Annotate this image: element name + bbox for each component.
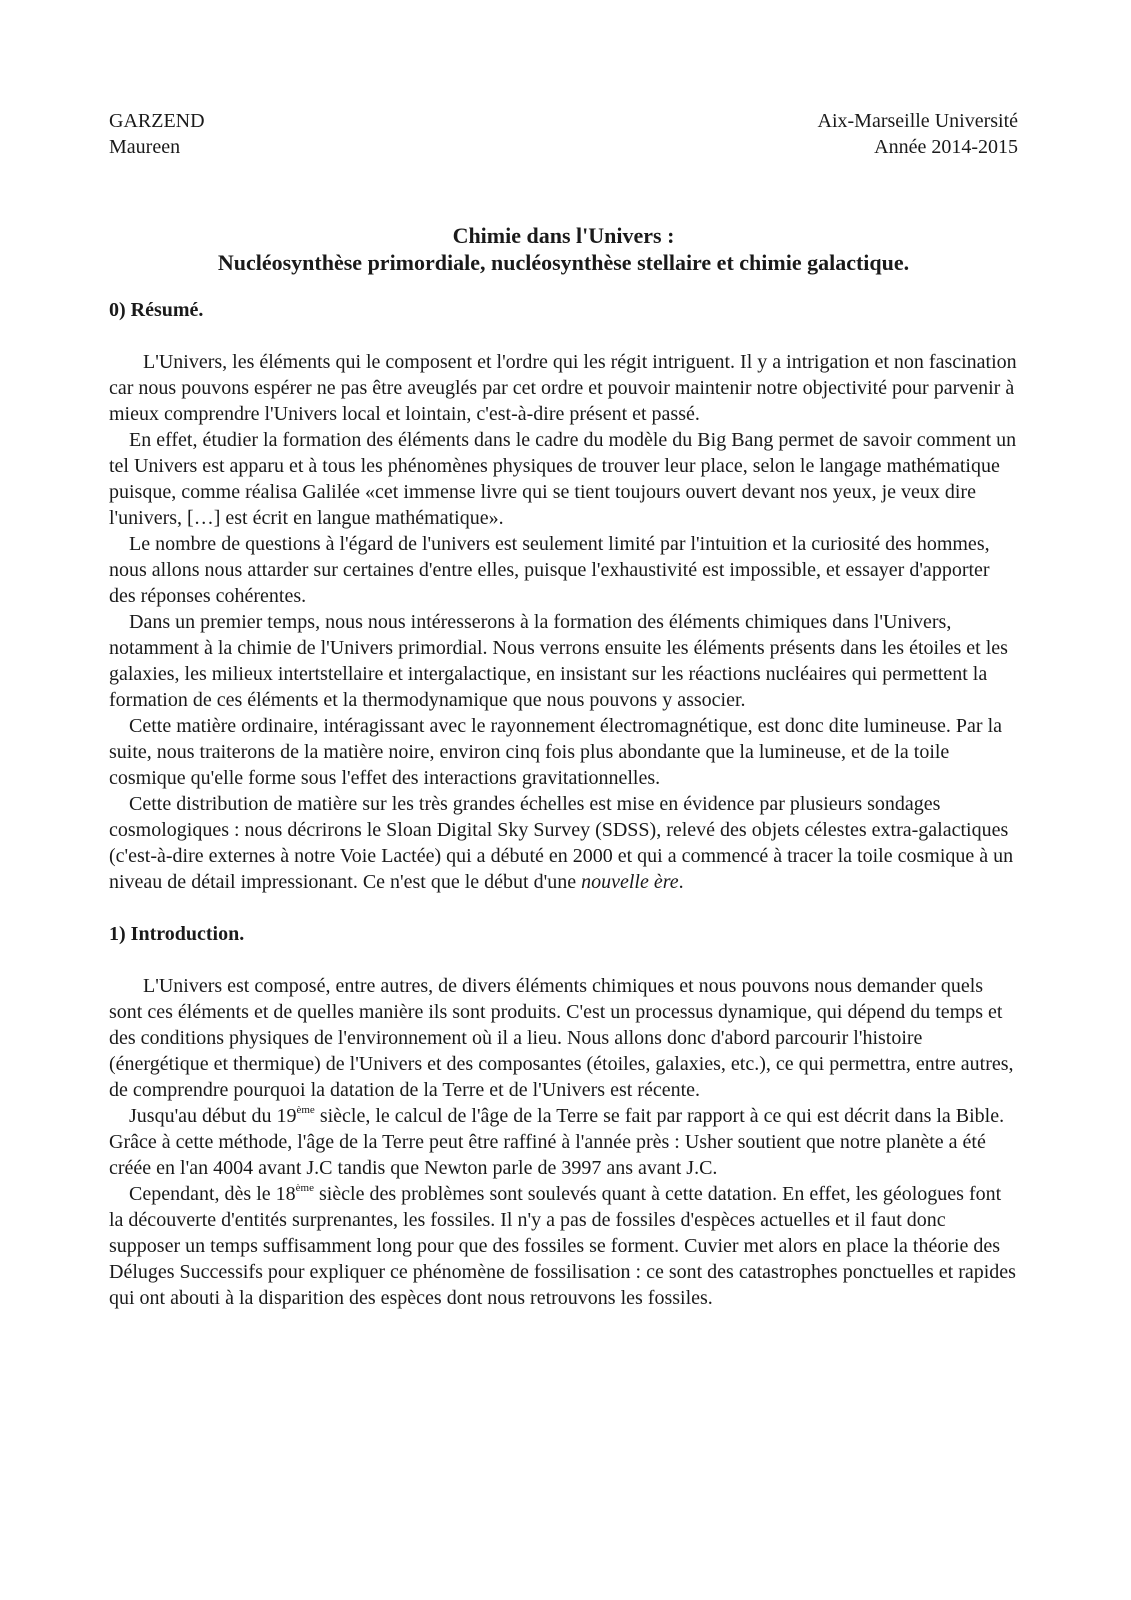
document-title [109,222,1018,276]
paragraph: L'Univers, les éléments qui le composent et l'ordre qui les régit intriguent. Il y a intrigation et non fascination car nous pouvons espérer ne pas être aveuglés par cet ordre et pouvoir maintenir notre objectivité pour parvenir à mieux comprendre l'Univers local et lointain, c'est-à-dire présent et passé. [109,351,1017,425]
author-surname: GARZEND [109,110,205,132]
paragraph-text: siècle, le calcul de l'âge de la Terre se fait par rapport à ce qui est décrit dans la Bible. Grâce à cette méthode, l'âge de la Terre peut être raffiné à l'année près : Usher soutient que notre planète a été créée en l'an 4004 avant J.C tandis que Newton parle de 3997 ans avant J.C. [109,1105,1005,1179]
title-line-1: Chimie dans l'Univers : [452,223,675,248]
superscript: ème [296,1104,315,1116]
section-resume-body [109,349,1018,895]
section-heading-introduction: 1) Introduction. [109,923,245,945]
paragraph: Le nombre de questions à l'égard de l'univers est seulement limité par l'intuition et la curiosité des hommes, nous allons nous attarder sur certaines d'entre elles, puisque l'exhaustivité est impossible, et essayer d'apporter des réponses cohérentes. [109,533,990,607]
paragraph-text: siècle des problèmes sont soulevés quant à cette datation. En effet, les géologues font la découverte d'entités surprenantes, les fossiles. Il n'y a pas de fossiles d'espèces actuelles et il faut donc supposer un temps suffisamment long pour que des fossiles se forment. Cuvier met alors en place la théorie des Déluges Successifs pour expliquer ce phénomène de fossilisation : ce sont des catastrophes ponctuelles et rapides qui ont abouti à la disparition des espèces dont nous retrouvons les fossiles. [109,1183,1016,1309]
paragraph: L'Univers est composé, entre autres, de divers éléments chimiques et nous pouvons nous demander quels sont ces éléments et de quelles manière ils sont produits. C'est un processus dynamique, qui dépend du temps et des conditions physiques de l'environnement où il a lieu. Nous allons donc d'abord parcourir l'histoire (énergétique et thermique) de l'Univers et des composantes (étoiles, galaxies, etc.), ce qui permettra, entre autres, de comprendre pourquoi la datation de la Terre et de l'Univers est récente. [109,975,1014,1101]
paragraph: Dans un premier temps, nous nous intéresserons à la formation des éléments chimiques dans l'Univers, notamment à la chimie de l'Univers primordial. Nous verrons ensuite les éléments présents dans les étoiles et les galaxies, les milieux intertstellaire et intergalactique, en insistant sur les réactions nucléaires qui permettent la formation de ces éléments et la thermodynamique que nous pouvons y associer. [109,611,1008,711]
section-heading-resume: 0) Résumé. [109,299,204,321]
paragraph: Cette matière ordinaire, intéragissant avec le rayonnement électromagnétique, est donc dite lumineuse. Par la suite, nous traiterons de la matière noire, environ cinq fois plus abondante que la lumineuse, et de la toile cosmique qu'elle forme sous l'effet des interactions gravitationnelles. [109,715,1002,789]
paragraph: En effet, étudier la formation des éléments dans le cadre du modèle du Big Bang permet de savoir comment un tel Univers est apparu et à tous les phénomènes physiques de trouver leur place, selon le langage mathématique puisque, comme réalisa Galilée «cet immense livre qui se tient toujours ouvert devant nos yeux, je veux dire l'univers, […] est écrit en langue mathématique». [109,429,1017,529]
paragraph-text: Cette distribution de matière sur les très grandes échelles est mise en évidence par plusieurs sondages cosmologiques : nous décrirons le Sloan Digital Sky Survey (SDSS), relevé des objets célestes extra-galactiques (c'est-à-dire externes à notre Voie Lactée) qui a débuté en 2000 et qui a commencé à tracer la toile cosmique à un niveau de détail impressionant. Ce n'est que le début d'une [109,793,1014,893]
author-block [109,108,205,160]
paragraph [109,1103,1018,1181]
document-header [109,108,1018,160]
author-firstname: Maureen [109,136,181,158]
academic-year: Année 2014-2015 [874,136,1018,158]
paragraph-text: Cependant, dès le 18 [129,1183,296,1205]
section-introduction-body [109,973,1018,1311]
paragraph [109,1181,1018,1311]
superscript: ème [295,1182,314,1194]
title-line-2: Nucléosynthèse primordiale, nucléosynthèse stellaire et chimie galactique. [217,250,910,275]
institution-block [818,108,1019,160]
institution-name: Aix-Marseille Université [817,110,1018,132]
italic-phrase: nouvelle ère [581,871,679,893]
paragraph-end: . [678,871,684,893]
paragraph-text: Jusqu'au début du 19 [129,1105,297,1127]
paragraph [109,791,1018,895]
